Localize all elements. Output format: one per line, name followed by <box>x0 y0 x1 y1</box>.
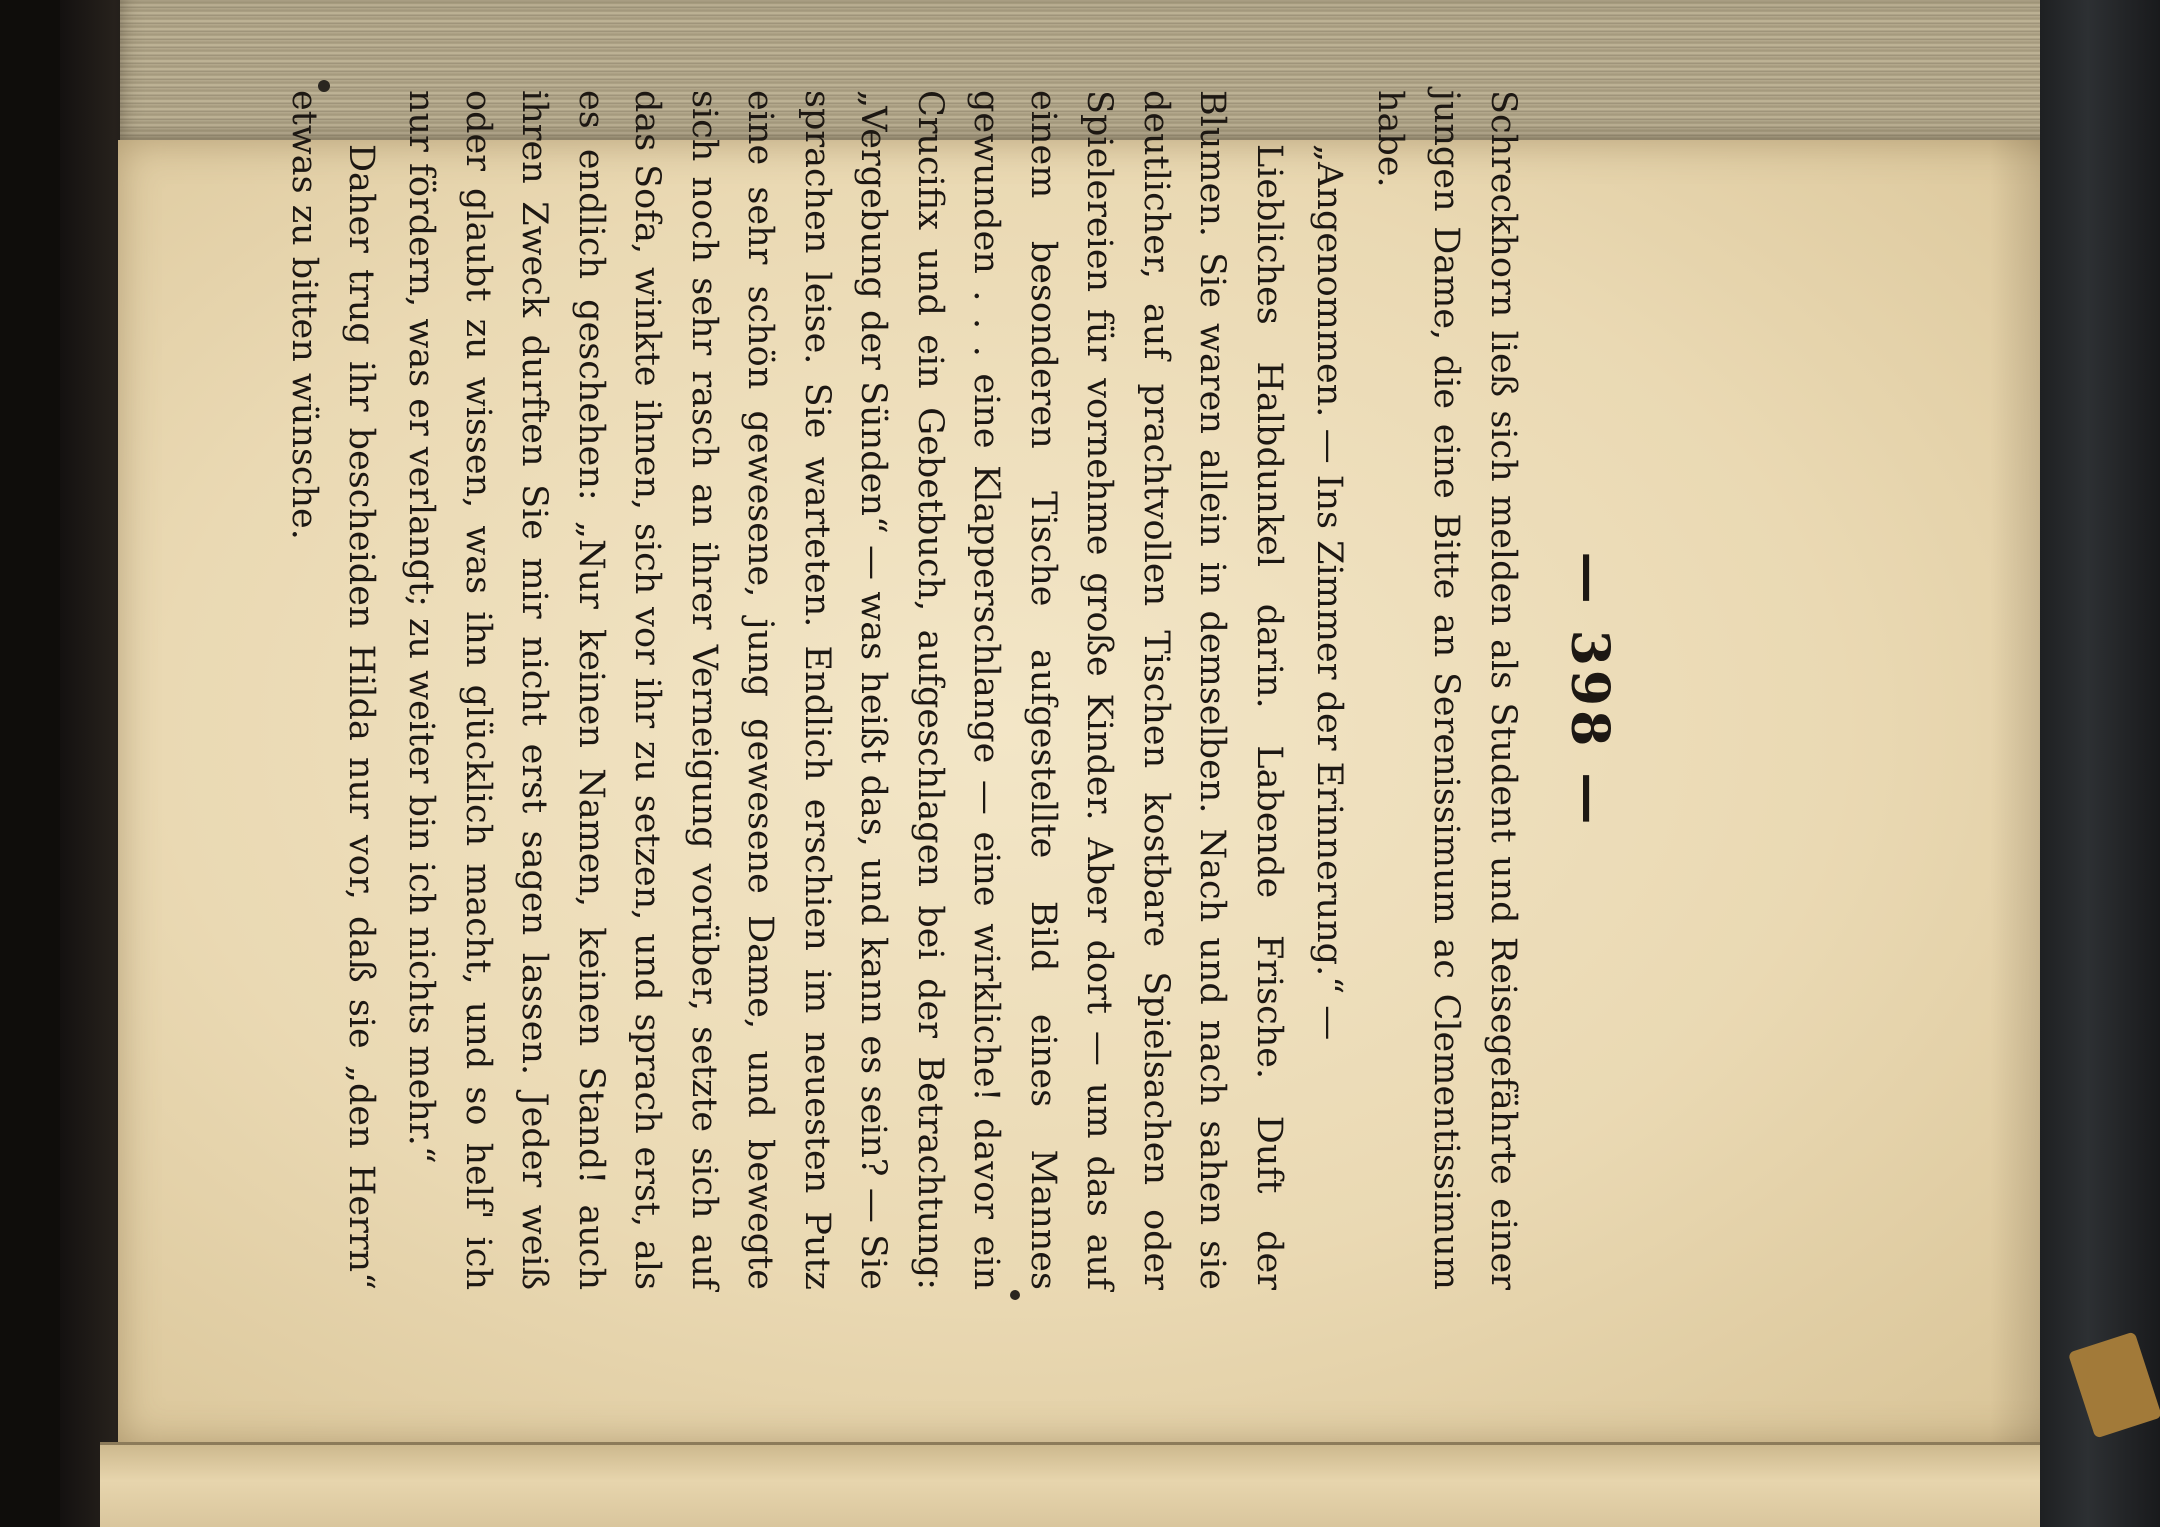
ink-speck <box>1010 1290 1020 1300</box>
next-page-edge <box>100 1442 2065 1527</box>
paragraph: „Angenommen. — Ins Zimmer der Erinnerung.“ — <box>1309 144 1350 1041</box>
paragraph: Schreckhorn ließ sich melden als Student und Reisegefährte einer jungen Dame, die eine Bitte an Serenissimum ac Clementissimum habe. <box>1370 90 1523 1290</box>
page-text-block <box>284 90 1620 1290</box>
body-text <box>276 90 1531 1290</box>
book-cover-right <box>2040 0 2160 1527</box>
paragraph: Daher trug ihr bescheiden Hilda nur vor, daß sie „den Herrn“ etwas zu bitten wünsche. <box>284 90 381 1290</box>
paragraph: Liebliches Halbdunkel darin. Labende Frische. Duft der Blumen. Sie waren allein in demselben. Nach und nach sahen sie deutlicher, auf prachtvollen Tischen kostbare Spielsachen oder Spielereien für vornehme große Kinder. Aber dort — um das auf einem besonderen Tische aufgestellte Bild eines Mannes gewunden . . . eine Klapperschlange — eine wirkliche! davor ein Crucifix und ein Gebetbuch, aufgeschlagen bei der Betrachtung: „Vergebung der Sünden“ — was heißt das, und kann es sein? — Sie sprachen leise. Sie warteten. Endlich erschien im neuesten Putz eine sehr schön gewesene, jung gewesene Dame, und bewegte sich noch sehr rasch an ihrer Verneigung vorüber, setzte sich auf das Sofa, winkte ihnen, sich vor ihr zu setzen, und sprach erst, als es endlich geschehen: „Nur keinen Namen, keinen Stand! auch ihren Zweck durften Sie mir nicht erst sagen lassen. Jeder weiß oder glaubt zu wissen, was ihn glücklich macht, und so helf' ich nur fördern, was er verlangt; zu weiter bin ich nichts mehr.“ <box>401 90 1289 1290</box>
page-number: — 398 — <box>1559 551 1620 829</box>
